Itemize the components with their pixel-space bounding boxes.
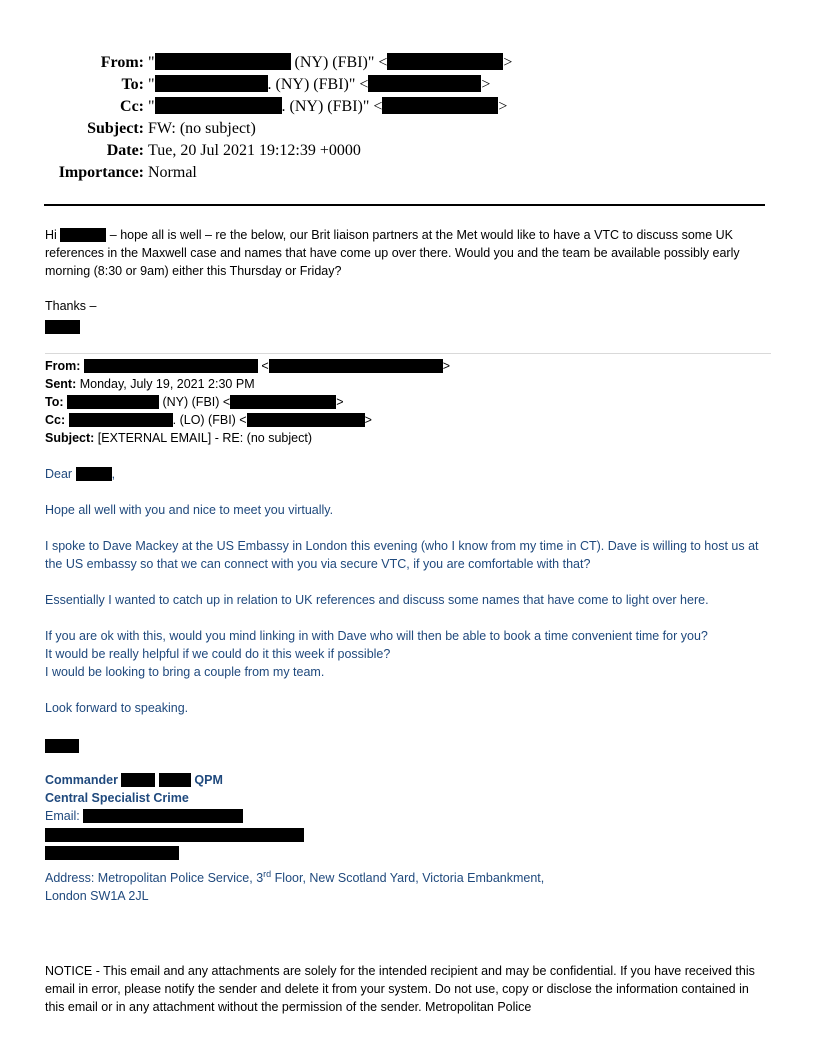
fwd-cc-row bbox=[45, 411, 450, 429]
salutation-dear: Dear bbox=[45, 467, 73, 481]
fwd-sent-row bbox=[45, 375, 450, 393]
fwd-subject-row bbox=[45, 429, 450, 447]
redaction-box bbox=[45, 739, 79, 753]
email-header bbox=[0, 52, 816, 184]
signature-title: Commander bbox=[45, 773, 118, 787]
signature-email-label: Email: bbox=[45, 809, 80, 823]
fwd-from-row bbox=[45, 357, 450, 375]
redaction-box bbox=[67, 395, 159, 409]
message-paragraph-4a: If you are ok with this, would you mind linking in with Dave who will then be able to book a time convenient time for you? bbox=[45, 629, 708, 643]
header-cc-org: . (NY) (FBI)" < bbox=[281, 98, 383, 115]
intro-signature bbox=[45, 318, 80, 336]
message-paragraph-4c: I would be looking to bring a couple from my team. bbox=[45, 665, 325, 679]
redaction-box bbox=[159, 773, 191, 787]
header-importance: Normal bbox=[148, 164, 197, 181]
redaction-box bbox=[382, 97, 498, 114]
message-salutation bbox=[45, 465, 775, 483]
header-cc-row bbox=[0, 96, 816, 118]
redaction-box bbox=[155, 53, 291, 70]
fwd-to-org: (NY) (FBI) < bbox=[162, 395, 231, 409]
signature-block bbox=[45, 771, 775, 905]
header-to-value bbox=[148, 74, 490, 96]
intro-paragraph bbox=[45, 226, 765, 280]
redaction-box bbox=[155, 97, 282, 114]
signature-redacted-line-2 bbox=[45, 843, 775, 861]
header-importance-label: Importance: bbox=[58, 164, 144, 181]
header-cc-value bbox=[148, 96, 507, 118]
header-to-quote: " bbox=[148, 76, 155, 93]
redaction-box bbox=[368, 75, 481, 92]
header-cc-label: Cc: bbox=[120, 98, 144, 115]
address-part-2: Floor, New Scotland Yard, Victoria Embankment, bbox=[271, 871, 545, 886]
signature-unit: Central Specialist Crime bbox=[45, 791, 189, 805]
fwd-cc-close: > bbox=[364, 413, 372, 427]
header-date: Tue, 20 Jul 2021 19:12:39 +0000 bbox=[148, 142, 361, 159]
redaction-box bbox=[84, 359, 258, 373]
fwd-to-row bbox=[45, 393, 450, 411]
fwd-cc-label: Cc: bbox=[45, 413, 66, 427]
fwd-subject: [EXTERNAL EMAIL] - RE: (no subject) bbox=[97, 431, 312, 445]
forward-divider bbox=[45, 353, 771, 354]
message-paragraph-3: Essentially I wanted to catch up in relation to UK references and discuss some names that have come to light over here. bbox=[45, 593, 709, 607]
header-divider bbox=[44, 204, 765, 206]
redaction-box bbox=[121, 773, 155, 787]
header-subject: FW: (no subject) bbox=[148, 120, 256, 137]
message-paragraph-1: Hope all well with you and nice to meet you virtually. bbox=[45, 503, 334, 517]
fwd-sent: Monday, July 19, 2021 2:30 PM bbox=[79, 377, 255, 391]
redaction-box bbox=[230, 395, 336, 409]
signature-suffix: QPM bbox=[194, 773, 223, 787]
fwd-to-close: > bbox=[336, 395, 344, 409]
header-subject-label: Subject: bbox=[87, 120, 144, 137]
confidentiality-notice: NOTICE - This email and any attachments are solely for the intended recipient and may be confidential. If you have received this email in error, please notify the sender and delete it from your system. Do not use, copy or disclose the information contained in this email or in any attachment without the permission of the sender. Metropolitan Police bbox=[45, 964, 755, 1014]
header-cc-close: > bbox=[498, 98, 508, 115]
redaction-box bbox=[45, 846, 179, 860]
redaction-box bbox=[155, 75, 268, 92]
header-importance-row bbox=[0, 162, 816, 184]
signature-email-row bbox=[45, 807, 775, 825]
header-cc-quote: " bbox=[148, 98, 155, 115]
header-to-close: > bbox=[481, 76, 491, 93]
redaction-box bbox=[60, 228, 106, 242]
fwd-cc-org: . (LO) (FBI) < bbox=[172, 413, 247, 427]
header-to-org: . (NY) (FBI)" < bbox=[267, 76, 369, 93]
redaction-box bbox=[45, 828, 304, 842]
fwd-subject-label: Subject: bbox=[45, 431, 95, 445]
header-to-label: To: bbox=[121, 76, 144, 93]
redaction-box bbox=[387, 53, 503, 70]
redaction-box bbox=[83, 809, 243, 823]
salutation-comma: , bbox=[111, 467, 116, 481]
fwd-to-label: To: bbox=[45, 395, 64, 409]
message-paragraph-5: Look forward to speaking. bbox=[45, 701, 189, 715]
fwd-from-open: < bbox=[261, 359, 269, 373]
message-signoff bbox=[45, 737, 775, 755]
header-from-value bbox=[148, 52, 512, 74]
redaction-box bbox=[69, 413, 173, 427]
intro-greeting: Hi bbox=[45, 228, 57, 242]
message-paragraph-4 bbox=[45, 627, 775, 681]
header-date-row bbox=[0, 140, 816, 162]
redaction-box bbox=[269, 359, 443, 373]
header-from-row bbox=[0, 52, 816, 74]
redaction-box bbox=[76, 467, 112, 481]
header-from-quote: " bbox=[148, 54, 155, 71]
intro-thanks: Thanks – bbox=[45, 299, 97, 313]
signature-address bbox=[45, 865, 775, 887]
address-part-1: Address: Metropolitan Police Service, 3 bbox=[45, 871, 264, 886]
fwd-from-close: > bbox=[442, 359, 451, 373]
fwd-from-label: From: bbox=[45, 359, 81, 373]
redaction-box bbox=[45, 320, 80, 334]
message-paragraph-4b: It would be really helpful if we could do it this week if possible? bbox=[45, 647, 391, 661]
message-paragraph-2: I spoke to Dave Mackey at the US Embassy in London this evening (who I know from my time in CT). Dave is willing to host us at the US embassy so that we can connect with you via secure VTC, if you are comfortable with that? bbox=[45, 539, 759, 571]
address-superscript: rd bbox=[263, 869, 272, 879]
intro-text: – hope all is well – re the below, our Brit liaison partners at the Met would like to have a VTC to discuss some UK references in the Maxwell case and names that have come up over there. Would you and the team be available possibly early morning (8:30 or 9am) either this Thursday or Friday? bbox=[45, 228, 740, 278]
forwarded-header bbox=[45, 357, 450, 447]
signature-address-line-2: London SW1A 2JL bbox=[45, 889, 149, 904]
header-from-org: (NY) (FBI)" < bbox=[294, 54, 388, 71]
header-from-label: From: bbox=[100, 54, 144, 71]
signature-redacted-line-1 bbox=[45, 825, 775, 843]
header-date-label: Date: bbox=[106, 142, 144, 159]
redaction-box bbox=[247, 413, 365, 427]
header-to-row bbox=[0, 74, 816, 96]
header-from-close: > bbox=[503, 54, 513, 71]
fwd-sent-label: Sent: bbox=[45, 377, 77, 391]
header-subject-row bbox=[0, 118, 816, 140]
signature-title-row bbox=[45, 771, 775, 789]
